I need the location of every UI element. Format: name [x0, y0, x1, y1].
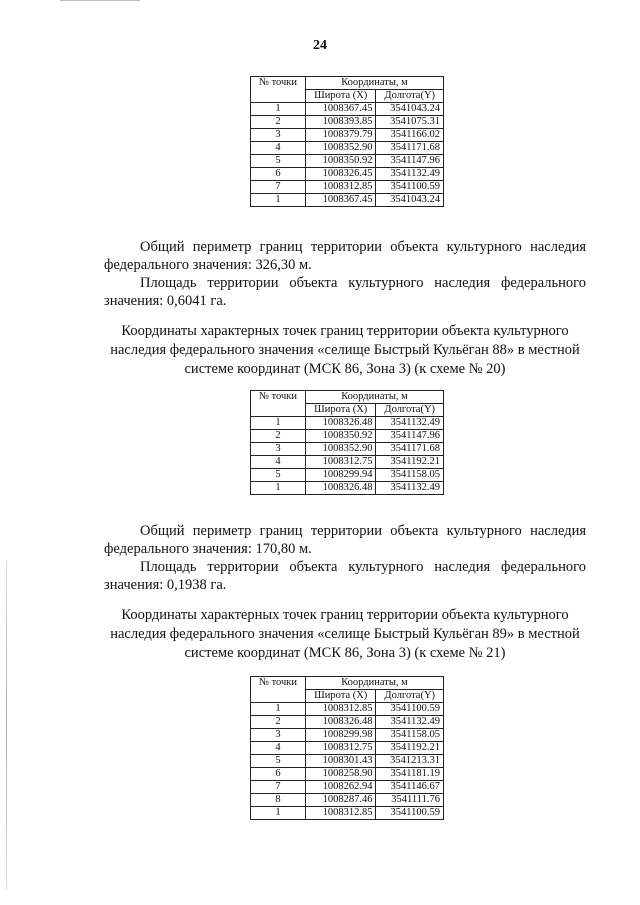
point-number-cell: 7	[251, 181, 306, 194]
area-text: Площадь территории объекта культурного наследия федерального значения: 0,1938 га.	[104, 559, 586, 593]
latitude-cell: 1008326.45	[306, 168, 376, 181]
scan-edge-shadow	[6, 560, 7, 890]
table-row	[251, 807, 444, 820]
latitude-cell: 1008258.90	[306, 768, 376, 781]
latitude-cell: 1008367.45	[306, 103, 376, 116]
longitude-cell: 3541111.76	[376, 794, 444, 807]
page-number: 24	[313, 38, 327, 53]
table-row	[251, 116, 444, 129]
table-row	[251, 482, 444, 495]
summary-block-2	[104, 522, 586, 594]
point-number-cell: 3	[251, 129, 306, 142]
point-number-cell: 6	[251, 168, 306, 181]
longitude-cell: 3541075.31	[376, 116, 444, 129]
table-row	[251, 755, 444, 768]
section-title-scheme-21: Координаты характерных точек границ территории объекта культурного наследия федерального значения «селище Быстрый Кульёган 89» в местной системе координат (МСК 86, Зона 3) (к схеме № 21)	[110, 607, 580, 661]
point-number-cell: 4	[251, 742, 306, 755]
header-longitude: Долгота(Y)	[376, 404, 444, 417]
header-longitude: Долгота(Y)	[376, 690, 444, 703]
longitude-cell: 3541171.68	[376, 142, 444, 155]
coordinates-table-3	[250, 676, 444, 820]
longitude-cell: 3541147.96	[376, 155, 444, 168]
table-row	[251, 194, 444, 207]
longitude-cell: 3541132.49	[376, 482, 444, 495]
longitude-cell: 3541158.05	[376, 469, 444, 482]
table-row	[251, 168, 444, 181]
latitude-cell: 1008367.45	[306, 194, 376, 207]
longitude-cell: 3541146.67	[376, 781, 444, 794]
latitude-cell: 1008350.92	[306, 430, 376, 443]
latitude-cell: 1008312.75	[306, 742, 376, 755]
longitude-cell: 3541158.05	[376, 729, 444, 742]
point-number-cell: 4	[251, 456, 306, 469]
point-number-cell: 4	[251, 142, 306, 155]
table-row	[251, 742, 444, 755]
section-title-scheme-20: Координаты характерных точек границ территории объекта культурного наследия федерального значения «селище Быстрый Кульёган 88» в местной системе координат (МСК 86, Зона 3) (к схеме № 20)	[110, 323, 580, 377]
coordinates-table-1	[250, 76, 444, 207]
latitude-cell: 1008326.48	[306, 482, 376, 495]
table-row	[251, 417, 444, 430]
point-number-cell: 1	[251, 482, 306, 495]
longitude-cell: 3541171.68	[376, 443, 444, 456]
longitude-cell: 3541147.96	[376, 430, 444, 443]
longitude-cell: 3541192.21	[376, 456, 444, 469]
point-number-cell: 1	[251, 807, 306, 820]
table-row	[251, 469, 444, 482]
perimeter-text: Общий периметр границ территории объекта культурного наследия федерального значения: 170,80 м.	[104, 523, 586, 557]
header-coordinates: Координаты, м	[306, 677, 444, 690]
longitude-cell: 3541166.02	[376, 129, 444, 142]
longitude-cell: 3541132.49	[376, 168, 444, 181]
latitude-cell: 1008393.85	[306, 116, 376, 129]
latitude-cell: 1008326.48	[306, 716, 376, 729]
table-row	[251, 703, 444, 716]
header-longitude: Долгота(Y)	[376, 90, 444, 103]
table-row	[251, 129, 444, 142]
point-number-cell: 7	[251, 781, 306, 794]
point-number-cell: 8	[251, 794, 306, 807]
latitude-cell: 1008299.98	[306, 729, 376, 742]
point-number-cell: 5	[251, 155, 306, 168]
point-number-cell: 3	[251, 443, 306, 456]
table-row	[251, 142, 444, 155]
header-point-number: № точки	[251, 677, 306, 703]
longitude-cell: 3541043.24	[376, 194, 444, 207]
point-number-cell: 1	[251, 703, 306, 716]
longitude-cell: 3541181.19	[376, 768, 444, 781]
latitude-cell: 1008312.85	[306, 807, 376, 820]
longitude-cell: 3541132.49	[376, 716, 444, 729]
point-number-cell: 2	[251, 716, 306, 729]
point-number-cell: 2	[251, 430, 306, 443]
latitude-cell: 1008379.79	[306, 129, 376, 142]
header-latitude: Широта (X)	[306, 690, 376, 703]
table-row	[251, 430, 444, 443]
longitude-cell: 3541213.31	[376, 755, 444, 768]
longitude-cell: 3541043.24	[376, 103, 444, 116]
table-row	[251, 716, 444, 729]
point-number-cell: 6	[251, 768, 306, 781]
header-coordinates: Координаты, м	[306, 77, 444, 90]
latitude-cell: 1008287.46	[306, 794, 376, 807]
header-point-number: № точки	[251, 391, 306, 417]
latitude-cell: 1008301.43	[306, 755, 376, 768]
table-row	[251, 768, 444, 781]
table-row	[251, 155, 444, 168]
scan-artifact-top-left	[60, 0, 140, 1]
header-latitude: Широта (X)	[306, 90, 376, 103]
latitude-cell: 1008350.92	[306, 155, 376, 168]
latitude-cell: 1008312.85	[306, 703, 376, 716]
header-point-number: № точки	[251, 77, 306, 103]
point-number-cell: 5	[251, 469, 306, 482]
point-number-cell: 3	[251, 729, 306, 742]
point-number-cell: 1	[251, 194, 306, 207]
summary-block-1	[104, 238, 586, 310]
point-number-cell: 2	[251, 116, 306, 129]
table-row	[251, 729, 444, 742]
table-row	[251, 781, 444, 794]
latitude-cell: 1008326.48	[306, 417, 376, 430]
latitude-cell: 1008352.90	[306, 142, 376, 155]
coordinates-table-2	[250, 390, 444, 495]
longitude-cell: 3541132.49	[376, 417, 444, 430]
latitude-cell: 1008299.94	[306, 469, 376, 482]
header-coordinates: Координаты, м	[306, 391, 444, 404]
point-number-cell: 1	[251, 417, 306, 430]
point-number-cell: 5	[251, 755, 306, 768]
latitude-cell: 1008352.90	[306, 443, 376, 456]
header-latitude: Широта (X)	[306, 404, 376, 417]
table-row	[251, 443, 444, 456]
longitude-cell: 3541100.59	[376, 703, 444, 716]
longitude-cell: 3541100.59	[376, 807, 444, 820]
table-row	[251, 181, 444, 194]
table-row	[251, 103, 444, 116]
area-text: Площадь территории объекта культурного наследия федерального значения: 0,6041 га.	[104, 275, 586, 309]
point-number-cell: 1	[251, 103, 306, 116]
longitude-cell: 3541192.21	[376, 742, 444, 755]
perimeter-text: Общий периметр границ территории объекта культурного наследия федерального значения: 326,30 м.	[104, 239, 586, 273]
longitude-cell: 3541100.59	[376, 181, 444, 194]
latitude-cell: 1008262.94	[306, 781, 376, 794]
latitude-cell: 1008312.85	[306, 181, 376, 194]
table-row	[251, 456, 444, 469]
latitude-cell: 1008312.75	[306, 456, 376, 469]
table-row	[251, 794, 444, 807]
